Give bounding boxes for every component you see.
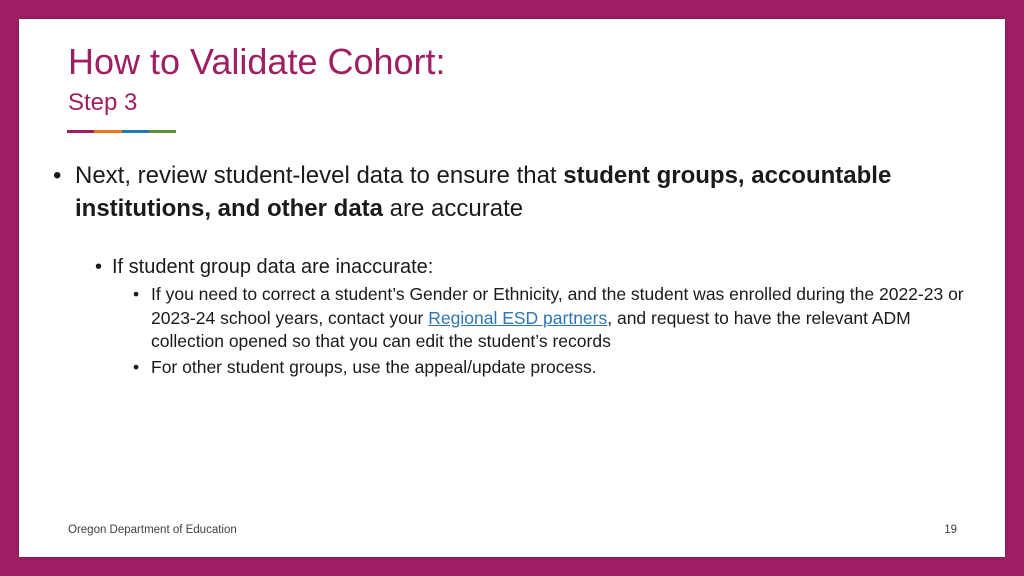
slide-content (53, 159, 983, 379)
bullet-sub-text: If student group data are inaccurate: (112, 256, 434, 278)
page-number: 19 (944, 524, 957, 536)
bullet-subsub-1-text-1: If you need to correct a student’s Gender or Ethnicity, and the student was enrolled during the 2022-23 or 2023-24 school years, contact your (151, 284, 964, 328)
accent-segment-1 (67, 130, 94, 133)
footer-organization: Oregon Department of Education (68, 524, 237, 536)
bullet-subsub-1-text-2: , and request to have the relevant ADM collection opened so that you can edit the student’s records (151, 307, 911, 351)
accent-segment-3 (122, 130, 149, 133)
accent-bar (67, 130, 176, 133)
bullet-main (53, 159, 983, 225)
accent-segment-4 (149, 130, 176, 133)
bullet-sub (53, 253, 983, 281)
bullet-subsub-1 (53, 283, 983, 354)
slide (19, 19, 1005, 557)
bullet-main-bold: student groups, accountable institutions, and other data (75, 162, 892, 222)
bullet-main-text-2: are accurate (383, 195, 524, 222)
accent-segment-2 (94, 130, 121, 133)
bullet-subsub-2-text: For other student groups, use the appeal/update process. (151, 356, 597, 377)
slide-title: How to Validate Cohort: (68, 41, 446, 82)
slide-subtitle: Step 3 (68, 89, 138, 116)
regional-esd-partners-link[interactable]: Regional ESD partners (428, 307, 608, 328)
bullet-main-text-1: Next, review student-level data to ensure that (75, 162, 564, 189)
bullet-subsub-2 (53, 356, 983, 380)
